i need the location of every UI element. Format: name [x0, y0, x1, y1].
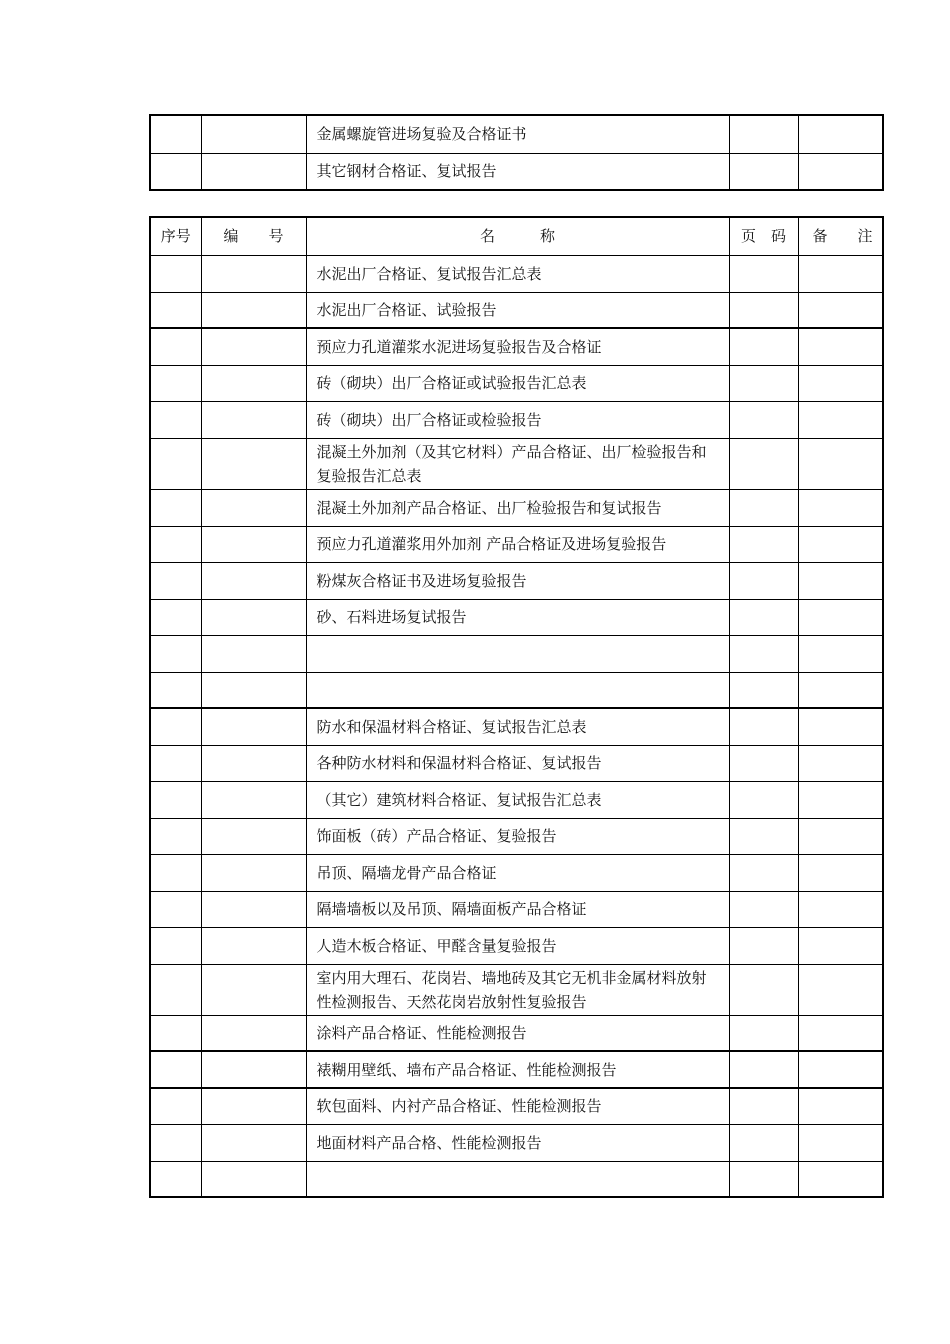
table-row	[150, 255, 883, 292]
name-cell: 吊顶、隔墙龙骨产品合格证	[306, 854, 729, 891]
seq-cell	[150, 635, 201, 672]
seq-cell	[150, 745, 201, 781]
code-cell	[201, 672, 306, 708]
note-cell	[798, 255, 883, 292]
note-cell	[798, 599, 883, 635]
note-cell	[798, 153, 883, 190]
seq-cell	[150, 153, 201, 190]
note-cell	[798, 672, 883, 708]
code-cell	[201, 153, 306, 190]
seq-cell	[150, 438, 201, 489]
table-row	[150, 526, 883, 562]
seq-cell	[150, 854, 201, 891]
name-cell	[306, 1161, 729, 1197]
name-cell: （其它）建筑材料合格证、复试报告汇总表	[306, 781, 729, 818]
code-cell	[201, 526, 306, 562]
code-cell	[201, 115, 306, 153]
table-row	[150, 292, 883, 328]
note-cell	[798, 891, 883, 927]
name-cell: 防水和保温材料合格证、复试报告汇总表	[306, 708, 729, 745]
seq-cell	[150, 526, 201, 562]
note-cell	[798, 401, 883, 438]
table-row	[150, 891, 883, 927]
table-row	[150, 401, 883, 438]
note-cell	[798, 818, 883, 854]
name-cell: 各种防水材料和保温材料合格证、复试报告	[306, 745, 729, 781]
code-cell	[201, 562, 306, 599]
page-cell	[729, 489, 798, 526]
seq-cell	[150, 115, 201, 153]
code-cell	[201, 891, 306, 927]
seq-cell	[150, 328, 201, 365]
table-main	[149, 216, 884, 1198]
name-cell: 混凝土外加剂产品合格证、出厂检验报告和复试报告	[306, 489, 729, 526]
page-cell	[729, 891, 798, 927]
name-cell: 水泥出厂合格证、复试报告汇总表	[306, 255, 729, 292]
seq-cell	[150, 781, 201, 818]
name-cell: 砖（砌块）出厂合格证或试验报告汇总表	[306, 365, 729, 401]
code-cell	[201, 708, 306, 745]
note-cell	[798, 115, 883, 153]
note-cell	[798, 489, 883, 526]
note-cell	[798, 781, 883, 818]
seq-cell	[150, 891, 201, 927]
table-row	[150, 1088, 883, 1124]
page-cell	[729, 927, 798, 964]
table-row	[150, 781, 883, 818]
table-row	[150, 365, 883, 401]
name-cell: 裱糊用壁纸、墙布产品合格证、性能检测报告	[306, 1051, 729, 1088]
name-cell: 饰面板（砖）产品合格证、复验报告	[306, 818, 729, 854]
page-cell	[729, 365, 798, 401]
name-cell: 其它钢材合格证、复试报告	[306, 153, 729, 190]
name-cell	[306, 672, 729, 708]
code-cell	[201, 635, 306, 672]
page-cell	[729, 708, 798, 745]
name-cell: 涂料产品合格证、性能检测报告	[306, 1015, 729, 1051]
name-cell	[306, 635, 729, 672]
note-cell	[798, 1124, 883, 1161]
name-cell: 混凝土外加剂（及其它材料）产品合格证、出厂检验报告和复验报告汇总表	[306, 438, 729, 489]
note-cell	[798, 1161, 883, 1197]
note-cell	[798, 328, 883, 365]
table-row	[150, 1051, 883, 1088]
page-cell	[729, 854, 798, 891]
code-cell	[201, 964, 306, 1015]
note-cell	[798, 964, 883, 1015]
table-row	[150, 672, 883, 708]
table-row	[150, 599, 883, 635]
seq-cell	[150, 818, 201, 854]
table-row	[150, 964, 883, 1015]
header-row	[150, 217, 883, 255]
code-cell	[201, 401, 306, 438]
seq-cell	[150, 562, 201, 599]
table-row	[150, 562, 883, 599]
page-cell	[729, 781, 798, 818]
page-cell	[729, 1161, 798, 1197]
table-row	[150, 708, 883, 745]
table-row	[150, 745, 883, 781]
note-cell	[798, 1088, 883, 1124]
seq-cell	[150, 964, 201, 1015]
table-row	[150, 115, 883, 153]
page-cell	[729, 635, 798, 672]
name-cell: 水泥出厂合格证、试验报告	[306, 292, 729, 328]
code-cell	[201, 1015, 306, 1051]
seq-cell	[150, 489, 201, 526]
seq-cell	[150, 401, 201, 438]
page-cell	[729, 745, 798, 781]
page-cell	[729, 672, 798, 708]
page-cell	[729, 328, 798, 365]
page-cell	[729, 599, 798, 635]
page-cell	[729, 438, 798, 489]
name-cell: 砖（砌块）出厂合格证或检验报告	[306, 401, 729, 438]
seq-cell	[150, 672, 201, 708]
seq-cell	[150, 365, 201, 401]
page-cell	[729, 562, 798, 599]
page-cell	[729, 1124, 798, 1161]
code-cell	[201, 818, 306, 854]
seq-cell	[150, 1088, 201, 1124]
seq-cell	[150, 1015, 201, 1051]
header-note: 备 注	[798, 217, 883, 255]
name-cell: 砂、石料进场复试报告	[306, 599, 729, 635]
note-cell	[798, 526, 883, 562]
code-cell	[201, 1051, 306, 1088]
code-cell	[201, 854, 306, 891]
code-cell	[201, 599, 306, 635]
page-cell	[729, 292, 798, 328]
page-cell	[729, 818, 798, 854]
table-row	[150, 328, 883, 365]
note-cell	[798, 745, 883, 781]
note-cell	[798, 292, 883, 328]
note-cell	[798, 708, 883, 745]
name-cell: 预应力孔道灌浆用外加剂 产品合格证及进场复验报告	[306, 526, 729, 562]
table-row	[150, 153, 883, 190]
code-cell	[201, 365, 306, 401]
code-cell	[201, 438, 306, 489]
code-cell	[201, 292, 306, 328]
header-page: 页 码	[729, 217, 798, 255]
table-row	[150, 489, 883, 526]
table-row	[150, 1015, 883, 1051]
table-row	[150, 854, 883, 891]
seq-cell	[150, 255, 201, 292]
page-cell	[729, 1015, 798, 1051]
header-name: 名 称	[306, 217, 729, 255]
table-row	[150, 927, 883, 964]
table-row	[150, 635, 883, 672]
header-code: 编 号	[201, 217, 306, 255]
note-cell	[798, 635, 883, 672]
note-cell	[798, 438, 883, 489]
table-row	[150, 1161, 883, 1197]
page-cell	[729, 153, 798, 190]
name-cell: 软包面料、内衬产品合格证、性能检测报告	[306, 1088, 729, 1124]
page-cell	[729, 255, 798, 292]
note-cell	[798, 1051, 883, 1088]
seq-cell	[150, 292, 201, 328]
name-cell: 预应力孔道灌浆水泥进场复验报告及合格证	[306, 328, 729, 365]
page-cell	[729, 1051, 798, 1088]
note-cell	[798, 927, 883, 964]
seq-cell	[150, 1124, 201, 1161]
note-cell	[798, 1015, 883, 1051]
seq-cell	[150, 1051, 201, 1088]
code-cell	[201, 1124, 306, 1161]
table-top	[149, 114, 884, 191]
code-cell	[201, 1088, 306, 1124]
seq-cell	[150, 708, 201, 745]
table-row	[150, 438, 883, 489]
code-cell	[201, 781, 306, 818]
note-cell	[798, 854, 883, 891]
code-cell	[201, 1161, 306, 1197]
page-cell	[729, 115, 798, 153]
name-cell: 人造木板合格证、甲醛含量复验报告	[306, 927, 729, 964]
table-row	[150, 1124, 883, 1161]
name-cell: 室内用大理石、花岗岩、墙地砖及其它无机非金属材料放射性检测报告、天然花岗岩放射性复验报告	[306, 964, 729, 1015]
name-cell: 隔墙墙板以及吊顶、隔墙面板产品合格证	[306, 891, 729, 927]
page-cell	[729, 964, 798, 1015]
code-cell	[201, 927, 306, 964]
code-cell	[201, 328, 306, 365]
table-row	[150, 818, 883, 854]
note-cell	[798, 562, 883, 599]
seq-cell	[150, 927, 201, 964]
page-cell	[729, 526, 798, 562]
code-cell	[201, 745, 306, 781]
code-cell	[201, 255, 306, 292]
seq-cell	[150, 1161, 201, 1197]
name-cell: 金属螺旋管进场复验及合格证书	[306, 115, 729, 153]
name-cell: 粉煤灰合格证书及进场复验报告	[306, 562, 729, 599]
name-cell: 地面材料产品合格、性能检测报告	[306, 1124, 729, 1161]
seq-cell	[150, 599, 201, 635]
header-seq: 序号	[150, 217, 201, 255]
page-cell	[729, 1088, 798, 1124]
code-cell	[201, 489, 306, 526]
page-cell	[729, 401, 798, 438]
note-cell	[798, 365, 883, 401]
